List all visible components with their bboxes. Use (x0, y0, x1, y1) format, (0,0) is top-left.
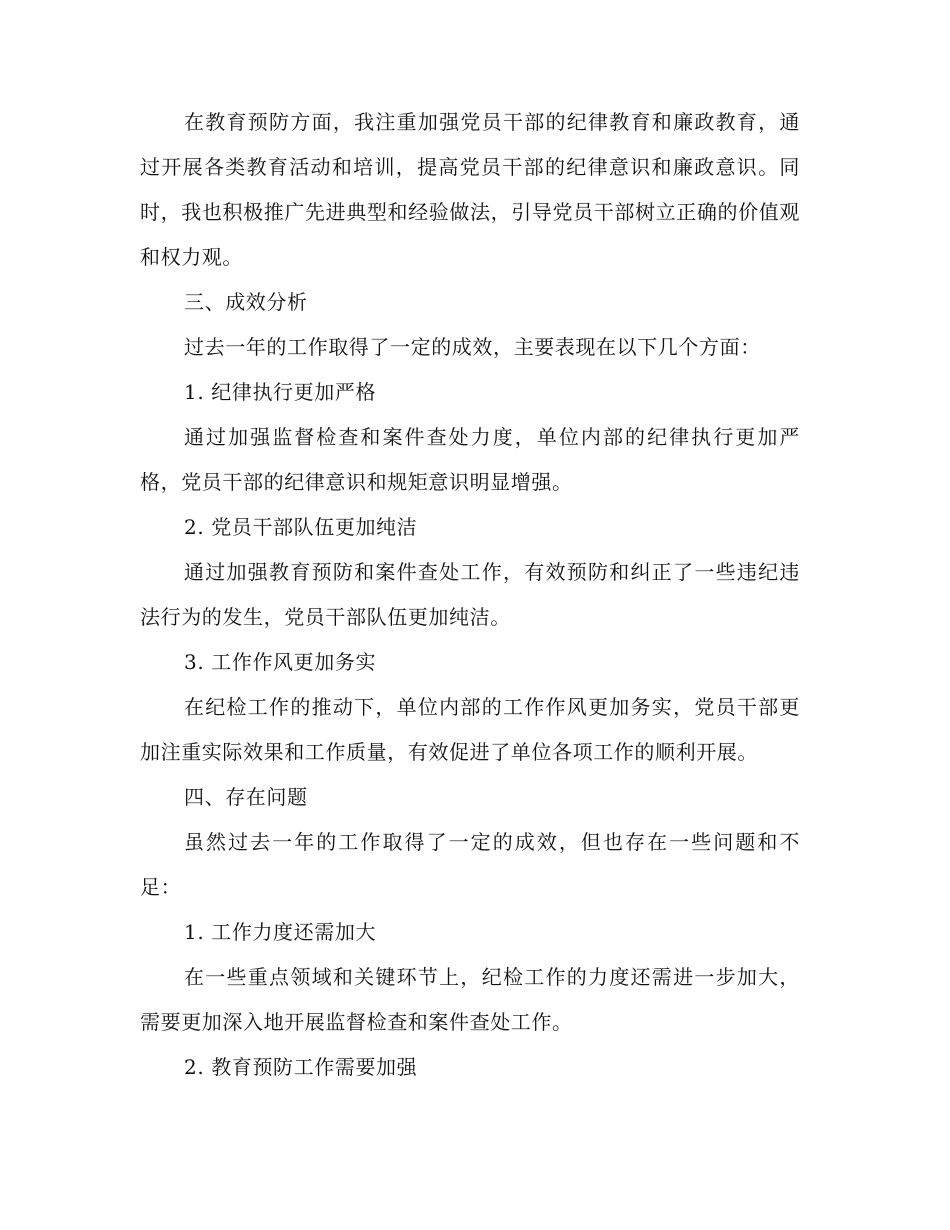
document-body (140, 100, 800, 1090)
paragraph-results-intro: 过去一年的工作取得了一定的成效，主要表现在以下几个方面： (184, 335, 761, 359)
paragraph-problems-intro: 虽然过去一年的工作取得了一定的成效，但也存在一些问题和不足： (140, 830, 800, 899)
paragraph-education-prevention: 在教育预防方面，我注重加强党员干部的纪律教育和廉政教育，通过开展各类教育活动和培训，提高党员干部的纪律意识和廉政意识。同时，我也积极推广先进典型和经验做法，引导党员干部树立正确的价值观和权力观。 (140, 110, 800, 269)
subheading-work-style: 3. 工作作风更加务实 (184, 650, 377, 674)
heading-existing-problems: 四、存在问题 (184, 785, 308, 809)
paragraph-effort-increase: 在一些重点领域和关键环节上，纪检工作的力度还需进一步加大，需要更加深入地开展监督检查和案件查处工作。 (140, 965, 800, 1034)
subheading-team-purer: 2. 党员干部队伍更加纯洁 (184, 515, 418, 539)
paragraph-team-purer: 通过加强教育预防和案件查处工作，有效预防和纠正了一些违纪违法行为的发生，党员干部队伍更加纯洁。 (140, 560, 800, 629)
heading-results-analysis: 三、成效分析 (184, 290, 308, 314)
paragraph-discipline-stricter: 通过加强监督检查和案件查处力度，单位内部的纪律执行更加严格，党员干部的纪律意识和规矩意识明显增强。 (140, 425, 800, 494)
subheading-discipline-stricter: 1. 纪律执行更加严格 (184, 380, 377, 404)
paragraph-work-style: 在纪检工作的推动下，单位内部的工作作风更加务实，党员干部更加注重实际效果和工作质量，有效促进了单位各项工作的顺利开展。 (140, 695, 800, 764)
subheading-education-strengthen: 2. 教育预防工作需要加强 (184, 1055, 418, 1079)
subheading-effort-increase: 1. 工作力度还需加大 (184, 920, 377, 944)
